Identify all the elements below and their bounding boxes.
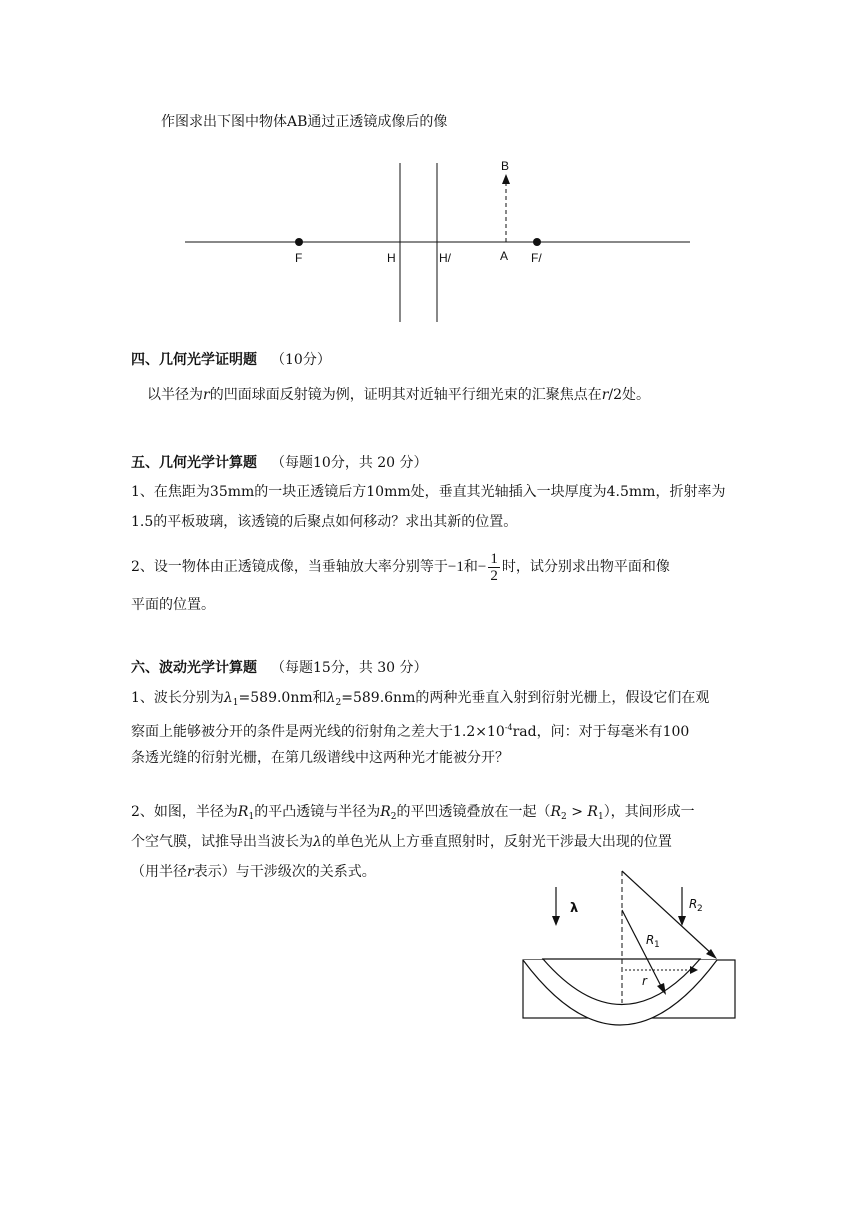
- section-6-question-1-line-2: 察面上能够被分开的条件是两光线的衍射角之差大于$1.2\times 10^{-4}rad$，问：对于每毫米有100: [131, 723, 690, 740]
- section-6-points: （每题15分，共 30 分）: [271, 660, 428, 676]
- label-r2-sub: 2: [697, 904, 703, 914]
- incident-arrow-1: [552, 916, 560, 926]
- section-5-question-2: 2、设一物体由正透镜成像，当垂轴放大率分别等于−1和− $\frac{1}{2}$ 时，试分别求出物平面和像: [131, 550, 670, 584]
- section-5-heading: [131, 448, 736, 478]
- label-f-prime: F/: [531, 251, 542, 265]
- label-a: A: [500, 249, 509, 263]
- section-4-question: 以半径为r的凹面球面反射镜为例，证明其对近轴平行细光束的汇聚焦点在r/2处。: [147, 387, 651, 403]
- section-5-title: 五、几何光学计算题: [131, 455, 257, 471]
- label-f: F: [295, 251, 303, 265]
- section-5-points: （每题10分，共 20 分）: [271, 455, 428, 471]
- section-6-question-2-line-3: （用半径r表示）与干涉级次的关系式。: [131, 864, 376, 880]
- label-h: H: [387, 251, 396, 265]
- section-6-question-1-line-1: 1、波长分别为$\lambda_1=589.0nm$和$\lambda_2=589.6nm$的两种光垂直入射到衍射光栅上，假设它们在观: [131, 690, 710, 708]
- interference-diagram: [523, 871, 735, 1025]
- section-4-title: 四、几何光学证明题: [131, 352, 257, 368]
- section-5-question-2-cont: 平面的位置。: [131, 597, 215, 613]
- section-5-question-1: 1、在焦距为35mm的一块正透镜后方10mm处，垂直其光轴插入一块厚度为4.5mm，折射率为1.5的平板玻璃，该透镜的后聚点如何移动？求出其新的位置。: [131, 484, 726, 530]
- section-6-heading: [131, 653, 736, 683]
- label-r1: R: [646, 933, 655, 947]
- section-4-points: （10分）: [271, 352, 331, 368]
- label-r2: R: [689, 897, 698, 911]
- section-6-title: 六、波动光学计算题: [131, 660, 257, 676]
- intro-text: 作图求出下图中物体AB通过正透镜成像后的像: [161, 114, 448, 130]
- label-r1-sub: 1: [654, 940, 660, 950]
- section-6-question-2-line-2: 个空气膜，试推导出当波长为λ的单色光从上方垂直照射时，反射光干涉最大出现的位置: [131, 834, 672, 850]
- label-lambda: λ: [570, 901, 579, 916]
- label-h-prime: H/: [439, 251, 451, 265]
- section-6-question-2-line-1: 2、如图，半径为$R_1$的平凸透镜与半径为$R_2$的平凹透镜叠放在一起$(R_2 > R_1)$，其间形成一: [131, 804, 695, 822]
- label-r: r: [642, 974, 647, 988]
- fraction-half: $\frac{1}{2}$: [490, 550, 498, 584]
- focal-point-f: [295, 238, 303, 246]
- label-b: B: [501, 159, 510, 173]
- section-6-question-1-line-3: 条透光缝的衍射光栅，在第几级谱线中这两种光才能被分开？: [131, 750, 509, 766]
- object-arrow-head: [502, 174, 510, 184]
- section-4-heading: [131, 345, 736, 375]
- focal-point-f-prime: [533, 238, 541, 246]
